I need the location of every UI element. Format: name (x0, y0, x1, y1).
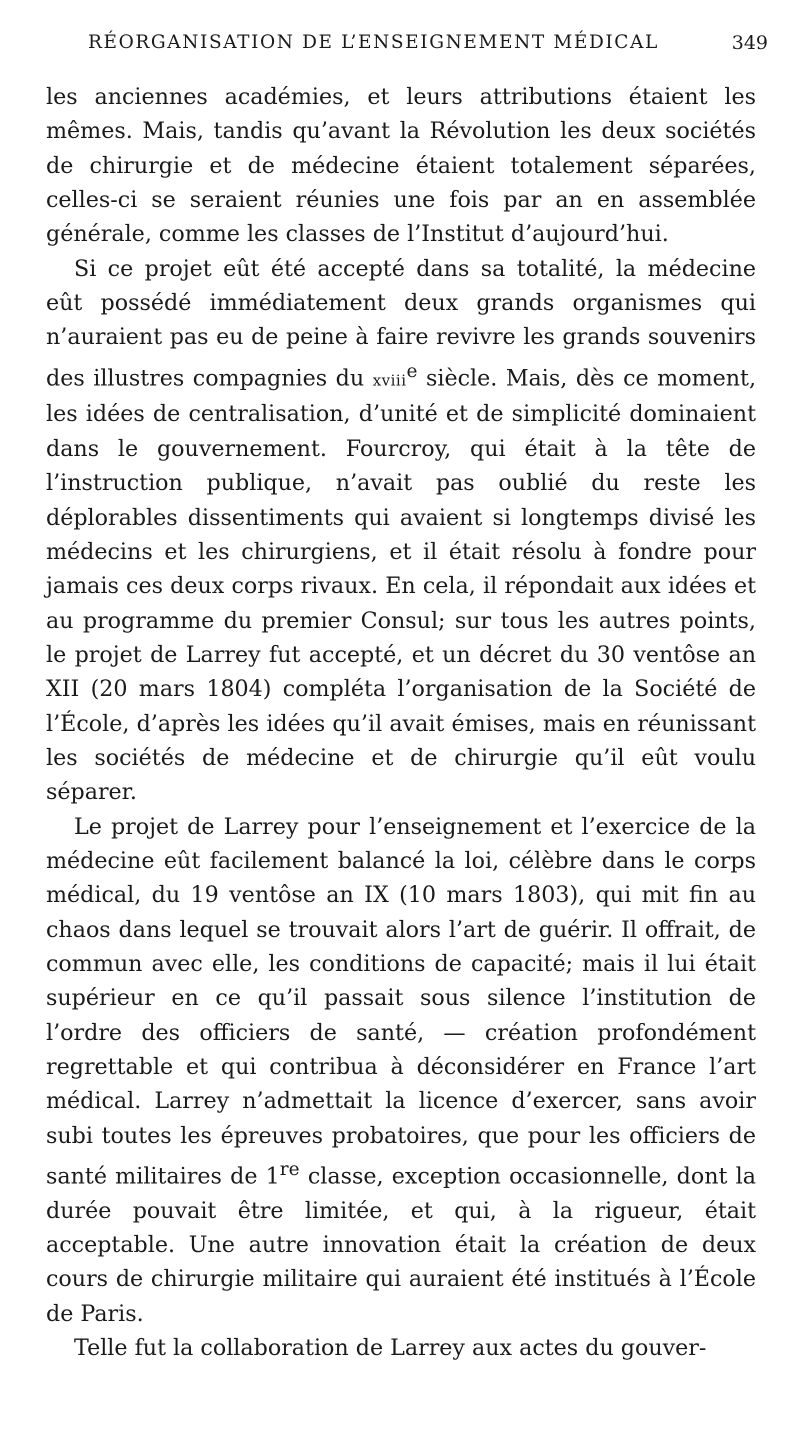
page-header (88, 32, 768, 62)
paragraph-continued: les anciennes académies, et leurs attributions étaient les mêmes. Mais, tandis qu’avant la Révolution les deux sociétés de chirurgie et de médecine étaient totalement séparées, celles-ci se seraient réunies une fois par an en assemblée générale, comme les classes de l’Institut d’aujourd’hui. (46, 84, 756, 248)
paragraph-text: siècle. Mais, dès ce moment, les idées de centralisation, d’unité et de simplicité dominaient dans le gouvernement. Fourcroy, qui était à la tête de l’instruction publique, n’avait pas oublié du reste les déplorables dissentiments qui avaient si longtemps divisé les médecins et les chirurgiens, et il était résolu à fondre pour jamais ces deux corps rivaux. En cela, il répondait aux idées et au programme du premier Consul; sur tous les autres points, le projet de Larrey fut accepté, et un décret du 30 ventôse an XII (20 mars 1804) compléta l’organisation de la Société de l’École, d’après les idées qu’il avait émises, mais en réunissant les sociétés de médecine et de chirurgie qu’il eût voulu séparer. (46, 365, 756, 806)
paragraph-text: Si ce projet eût été accepté dans sa totalité, la médecine eût possédé immédiatement deux grands organismes qui n’auraient pas eu de peine à faire revivre les grands souvenirs des illustres compagnies du (46, 255, 756, 392)
century-superscript: e (406, 360, 418, 382)
text-body (46, 80, 756, 1366)
class-superscript: re (279, 1159, 300, 1181)
running-title: RÉORGANISATION DE L’ENSEIGNEMENT MÉDICAL (88, 32, 659, 53)
century-numeral: xviii (372, 371, 407, 390)
page-number: 349 (731, 32, 768, 54)
paragraph-collaboration: Telle fut la collaboration de Larrey aux actes du gouver- (74, 1335, 707, 1362)
paragraph-projet-larrey (46, 810, 756, 1332)
paragraph-text: classe, exception occasionnelle, dont la durée pouvait être limitée, et qui, à la rigueur, était acceptable. Une autre innovation était la création de deux cours de chirurgie militaire qui auraient été institués à l’École de Paris. (46, 1163, 756, 1327)
paragraph-projet-accepte (46, 252, 756, 810)
paragraph-text: Le projet de Larrey pour l’enseignement et l’exercice de la médecine eût facilement balancé la loi, célèbre dans le corps médical, du 19 ventôse an IX (10 mars 1803), qui mit fin au chaos dans lequel se trouvait alors l’art de guérir. Il offrait, de commun avec elle, les conditions de capacité; mais il lui était supérieur en ce qu’il passait sous silence l’institution de l’ordre des officiers de santé, — création profondément regrettable et qui contribua à déconsidérer en France l’art médical. Larrey n’admettait la licence d’exercer, sans avoir subi toutes les épreuves probatoires, que pour les officiers de santé militaires de 1 (46, 813, 756, 1190)
